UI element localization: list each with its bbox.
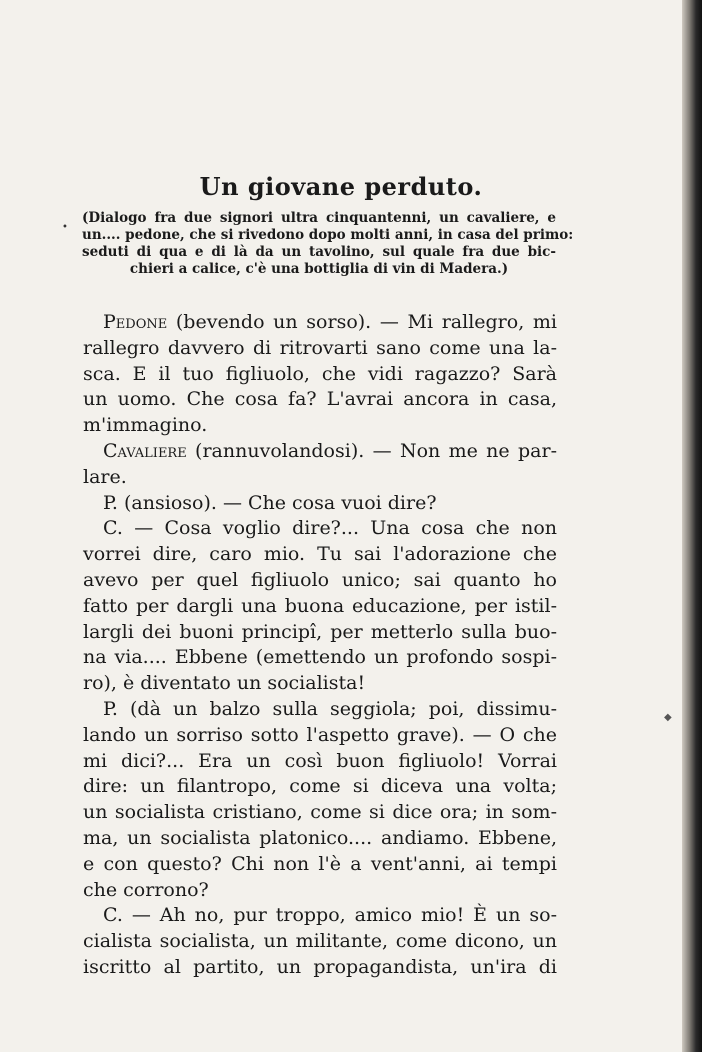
dialogue-line [83, 413, 557, 439]
dialogue-line [83, 903, 557, 929]
dialogue-text: (bevendo un sorso). — Mi rallegro, mi [167, 311, 557, 333]
dialogue-line [83, 542, 557, 568]
dialogue-line [83, 439, 557, 465]
dialogue-text: mi dici?... Era un così buon figliuolo! Vorrai [83, 749, 557, 772]
dialogue-text: lando un sorriso sotto l'aspetto grave). — O che [83, 723, 557, 746]
stage-direction-line: seduti di qua e di là da un tavolino, sul quale fra due bic- [82, 244, 556, 260]
dialogue-body [83, 310, 557, 981]
dialogue-text: dire: un filantropo, come si diceva una volta; [83, 775, 557, 798]
dialogue-text: lare. [83, 465, 127, 488]
dialogue-line [83, 568, 557, 594]
margin-mark-right: ◆ [664, 712, 672, 723]
dialogue-line [83, 491, 557, 517]
margin-mark: • [62, 222, 68, 233]
dialogue-text: P. (ansioso). — Che cosa vuoi dire? [103, 491, 437, 514]
dialogue-text: largli dei buoni principî, per metterlo sulla buo- [83, 620, 557, 643]
dialogue-text: P. (dà un balzo sulla seggiola; poi, dissimu- [103, 697, 557, 720]
dialogue-text: (rannuvolandosi). — Non me ne par- [186, 439, 557, 462]
dialogue-text: rallegro davvero di ritrovarti sano come una la- [83, 336, 557, 359]
dialogue-text: C. — Cosa voglio dire?... Una cosa che non [103, 517, 557, 540]
dialogue-text: che corrono? [83, 878, 209, 901]
dialogue-line [83, 774, 557, 800]
dialogue-text: fatto per dargli una buona educazione, per istil- [83, 594, 557, 617]
dialogue-line [83, 878, 557, 904]
dialogue-text: na via.... Ebbene (emettendo un profondo sospi- [83, 646, 557, 669]
dialogue-line [83, 465, 557, 491]
dialogue-line [83, 645, 557, 671]
dialogue-line [83, 697, 557, 723]
page-title: Un giovane perduto. [199, 172, 483, 201]
dialogue-line [83, 723, 557, 749]
dialogue-line [83, 310, 557, 336]
dialogue-text: ma, un socialista platonico.... andiamo. Ebbene, [83, 826, 557, 849]
dialogue-line [83, 826, 557, 852]
speaker-name: Cavaliere [103, 439, 187, 462]
speaker-name: Pedone [103, 311, 168, 333]
dialogue-text: iscritto al partito, un propagandista, un'ira di [83, 955, 557, 978]
stage-direction-line: un.... pedone, che si rivedono dopo molti anni, in casa del primo: [82, 227, 574, 243]
dialogue-text: avevo per quel figliuolo unico; sai quanto ho [83, 568, 557, 591]
page-edge-shadow [682, 0, 702, 1052]
dialogue-line [83, 929, 557, 955]
dialogue-line [83, 362, 557, 388]
dialogue-line [83, 336, 557, 362]
dialogue-text: m'immagino. [83, 414, 208, 437]
dialogue-line [83, 620, 557, 646]
dialogue-line [83, 671, 557, 697]
dialogue-text: un uomo. Che cosa fa? L'avrai ancora in casa, [83, 388, 557, 411]
dialogue-text: un socialista cristiano, come si dice ora; in som- [83, 801, 557, 824]
dialogue-line [83, 955, 557, 981]
dialogue-line [83, 387, 557, 413]
dialogue-text: C. — Ah no, pur troppo, amico mio! È un so- [103, 904, 557, 927]
dialogue-line [83, 800, 557, 826]
stage-direction [82, 210, 574, 278]
stage-direction-line: chieri a calice, c'è una bottiglia di vin di Madera.) [129, 261, 509, 277]
dialogue-line [83, 516, 557, 542]
dialogue-text: ro), è diventato un socialista! [83, 672, 366, 695]
dialogue-line [83, 594, 557, 620]
dialogue-text: sca. E il tuo figliuolo, che vidi ragazzo? Sarà [83, 362, 557, 385]
dialogue-line [83, 852, 557, 878]
dialogue-text: e con questo? Chi non l'è a vent'anni, ai tempi [83, 852, 557, 875]
dialogue-text: vorrei dire, caro mio. Tu sai l'adorazione che [83, 543, 557, 566]
dialogue-line [83, 749, 557, 775]
dialogue-text: cialista socialista, un militante, come dicono, un [83, 930, 557, 953]
stage-direction-line: (Dialogo fra due signori ultra cinquantenni, un cavaliere, e [82, 210, 556, 226]
